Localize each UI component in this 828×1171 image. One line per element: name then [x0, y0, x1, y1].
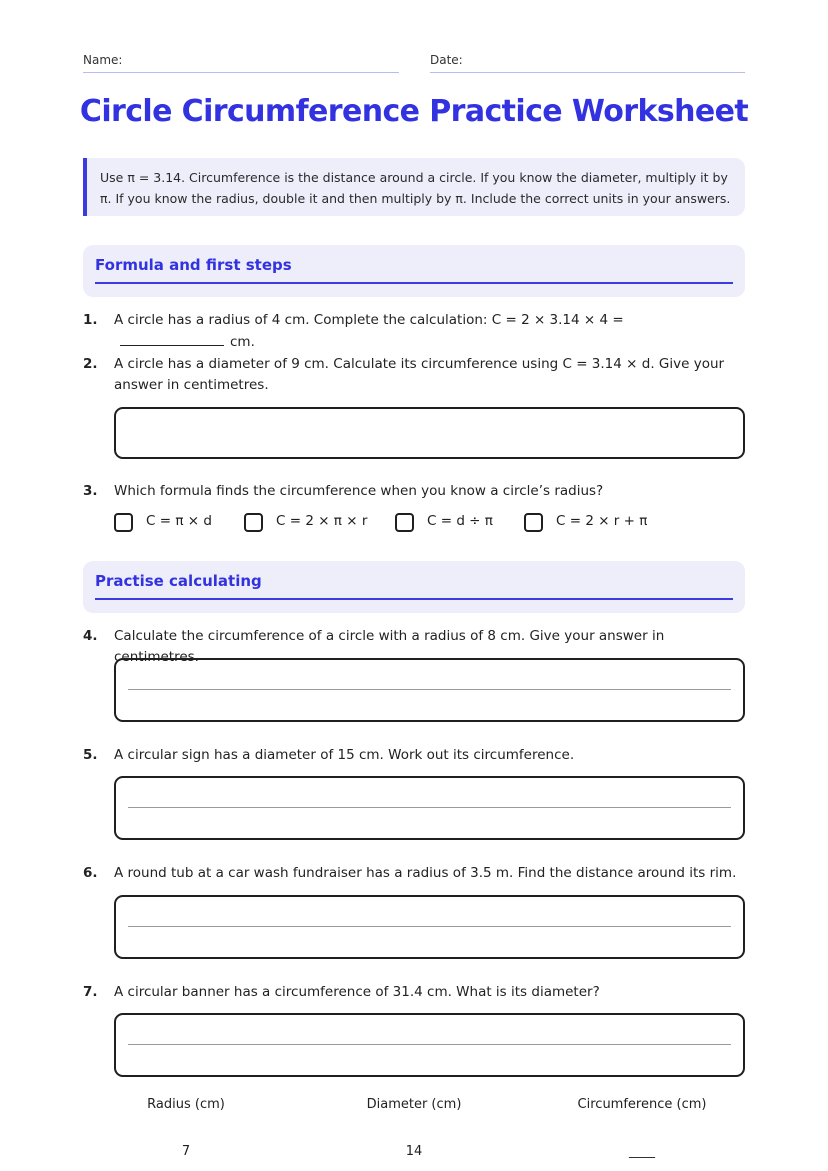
writing-guide-line — [128, 689, 731, 690]
option-label: C = 2 × π × r — [276, 513, 368, 529]
checkbox[interactable] — [524, 513, 543, 532]
answer-box-q2[interactable] — [114, 407, 745, 459]
section-header-formula — [83, 245, 745, 297]
question-unit: cm. — [230, 334, 255, 350]
instructions-box: Use π = 3.14. Circumference is the distance around a circle. If you know the diameter, multiply it by π. If you know the radius, double it and then multiply by π. Include the correct units in your answers. — [83, 158, 745, 216]
table-header: Diameter (cm) — [366, 1097, 462, 1112]
section-rule — [95, 282, 733, 284]
question-number: 4. — [83, 628, 98, 644]
answer-box-q6[interactable] — [114, 895, 745, 959]
question-number: 5. — [83, 747, 98, 763]
question-6 — [83, 863, 745, 885]
answer-options — [114, 512, 714, 536]
checkbox[interactable] — [114, 513, 133, 532]
table-cell: 14 — [405, 1144, 423, 1159]
question-number: 1. — [83, 312, 98, 328]
table-cell: 7 — [181, 1144, 191, 1159]
question-text-before: A circle has a radius of 4 cm. Complete the calculation: C = 2 × 3.14 × 4 = — [114, 312, 624, 328]
date-field[interactable] — [430, 53, 745, 73]
answer-box-q4[interactable] — [114, 658, 745, 722]
option-label: C = d ÷ π — [427, 513, 493, 529]
question-1 — [83, 310, 745, 350]
writing-guide-line — [128, 1044, 731, 1045]
question-text: A round tub at a car wash fundraiser has a radius of 3.5 m. Find the distance around its rim. — [114, 865, 737, 881]
name-field[interactable] — [83, 53, 399, 73]
question-number: 7. — [83, 984, 98, 1000]
section-title: Formula and first steps — [95, 256, 292, 274]
option-label: C = 2 × r + π — [556, 513, 648, 529]
section-title: Practise calculating — [95, 572, 262, 590]
checkbox[interactable] — [395, 513, 414, 532]
option-label: C = π × d — [146, 513, 212, 529]
fill-in-blank[interactable] — [120, 331, 224, 346]
name-label: Name: — [83, 53, 123, 67]
answer-box-q5[interactable] — [114, 776, 745, 840]
question-text — [114, 310, 739, 353]
question-number: 3. — [83, 483, 98, 499]
checkbox[interactable] — [244, 513, 263, 532]
student-info — [83, 53, 745, 73]
writing-guide-line — [128, 807, 731, 808]
table-header: Radius (cm) — [147, 1097, 225, 1112]
table-cell-blank[interactable]: ____ — [629, 1144, 655, 1159]
question-4 — [83, 626, 745, 665]
question-2 — [83, 354, 745, 398]
question-number: 6. — [83, 865, 98, 881]
section-header-practise — [83, 561, 745, 613]
question-5 — [83, 745, 745, 767]
section-rule — [95, 598, 733, 600]
question-7 — [83, 982, 745, 1004]
question-text: A circular sign has a diameter of 15 cm. Work out its circumference. — [114, 747, 575, 763]
date-label: Date: — [430, 53, 463, 67]
question-number: 2. — [83, 356, 98, 372]
question-3 — [83, 481, 745, 503]
worksheet-title: Circle Circumference Practice Worksheet — [79, 94, 749, 129]
question-text: A circle has a diameter of 9 cm. Calculate its circumference using C = 3.14 × d. Give your answer in centimetres. — [114, 356, 725, 393]
question-text: A circular banner has a circumference of 31.4 cm. What is its diameter? — [114, 984, 600, 1000]
writing-guide-line — [128, 926, 731, 927]
question-text: Calculate the circumference of a circle with a radius of 8 cm. Give your answer in centimetres. — [114, 628, 665, 665]
question-text: Which formula finds the circumference when you know a circle’s radius? — [114, 483, 604, 499]
answer-box-q7[interactable] — [114, 1013, 745, 1077]
table-header: Circumference (cm) — [577, 1097, 707, 1112]
